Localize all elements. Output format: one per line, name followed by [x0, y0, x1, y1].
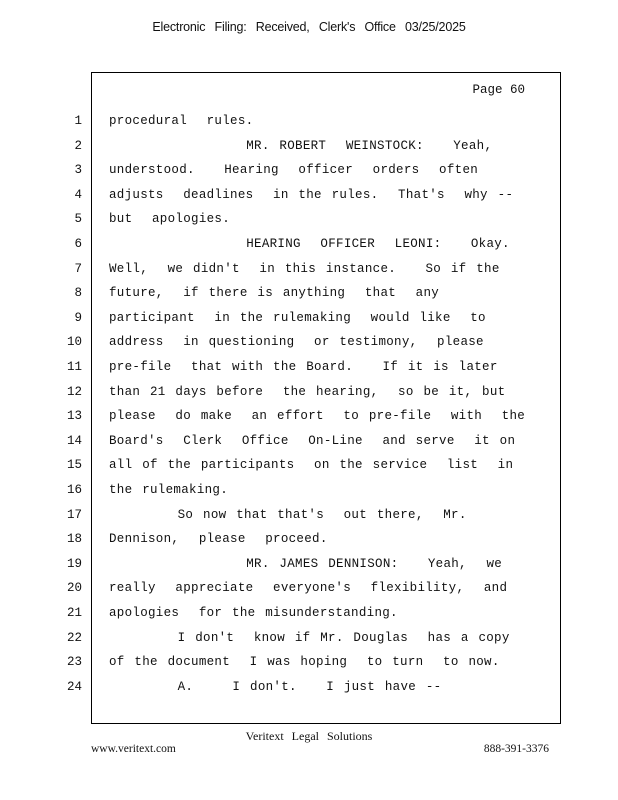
- transcript-line: Board's Clerk Office On-Line and serve it on: [109, 433, 516, 448]
- transcript-line: Dennison, please proceed.: [109, 532, 328, 547]
- transcript-line: please do make an effort to pre-file with the: [109, 409, 526, 424]
- line-number: 6: [74, 237, 82, 251]
- transcript-line: really appreciate everyone's flexibility, and: [109, 581, 508, 596]
- reporter-website: www.veritext.com: [91, 743, 176, 755]
- transcript-line: I don't know if Mr. Douglas has a copy: [109, 630, 510, 645]
- line-number: 1: [74, 114, 82, 128]
- transcript-line: MR. ROBERT WEINSTOCK: Yeah,: [109, 138, 493, 153]
- reporter-phone: 888-391-3376: [483, 743, 549, 755]
- line-number: 9: [74, 310, 82, 325]
- transcript-line: address in questioning or testimony, please: [109, 335, 484, 350]
- page-number: Page 60: [472, 83, 525, 97]
- transcript-line: HEARING OFFICER LEONI: Okay.: [109, 237, 510, 251]
- line-number: 15: [66, 458, 82, 473]
- line-number: 17: [66, 507, 82, 522]
- line-number: 24: [66, 679, 82, 694]
- transcript-line: future, if there is anything that any: [109, 286, 440, 301]
- transcript-line: the rulemaking.: [109, 483, 229, 497]
- line-number: 3: [74, 163, 82, 178]
- line-number: 18: [66, 532, 82, 547]
- transcript-line: adjusts deadlines in the rules. That's why --: [109, 187, 514, 202]
- transcript-line: procedural rules.: [109, 114, 254, 128]
- transcript-line: Well, we didn't in this instance. So if the: [109, 261, 500, 276]
- line-number: 21: [66, 606, 82, 620]
- line-number: 12: [66, 384, 82, 399]
- transcript-line: of the document I was hoping to turn to now.: [109, 655, 500, 670]
- line-number: 5: [74, 212, 82, 227]
- filing-stamp: Electronic Filing: Received, Clerk's Office 03/25/2025: [152, 20, 466, 34]
- transcript-line: A. I don't. I just have --: [109, 679, 442, 694]
- line-number: 20: [66, 581, 82, 596]
- line-number: 13: [66, 409, 82, 424]
- transcript-line: all of the participants on the service list in: [109, 458, 514, 473]
- transcript-line: pre-file that with the Board. If it is later: [109, 360, 498, 374]
- line-number: 2: [74, 138, 82, 153]
- line-number: 7: [74, 261, 82, 276]
- transcript-line: than 21 days before the hearing, so be it, but: [109, 384, 506, 399]
- line-number: 4: [74, 187, 82, 202]
- transcript-line: but apologies.: [109, 212, 231, 227]
- reporter-company: Veritext Legal Solutions: [245, 729, 373, 743]
- line-number: 22: [66, 630, 82, 645]
- line-number: 8: [74, 286, 82, 301]
- line-number: 14: [66, 433, 82, 448]
- line-number: 11: [66, 360, 82, 374]
- line-number: 19: [66, 556, 82, 571]
- transcript-line: understood. Hearing officer orders often: [109, 163, 479, 178]
- transcript-line: MR. JAMES DENNISON: Yeah, we: [109, 556, 503, 571]
- line-number: 10: [66, 335, 82, 350]
- transcript-line: participant in the rulemaking would like to: [109, 310, 486, 325]
- transcript-line: So now that that's out there, Mr.: [109, 507, 467, 522]
- line-number: 23: [66, 655, 82, 670]
- transcript-line: apologies for the misunderstanding.: [109, 606, 398, 620]
- line-number: 16: [66, 483, 82, 497]
